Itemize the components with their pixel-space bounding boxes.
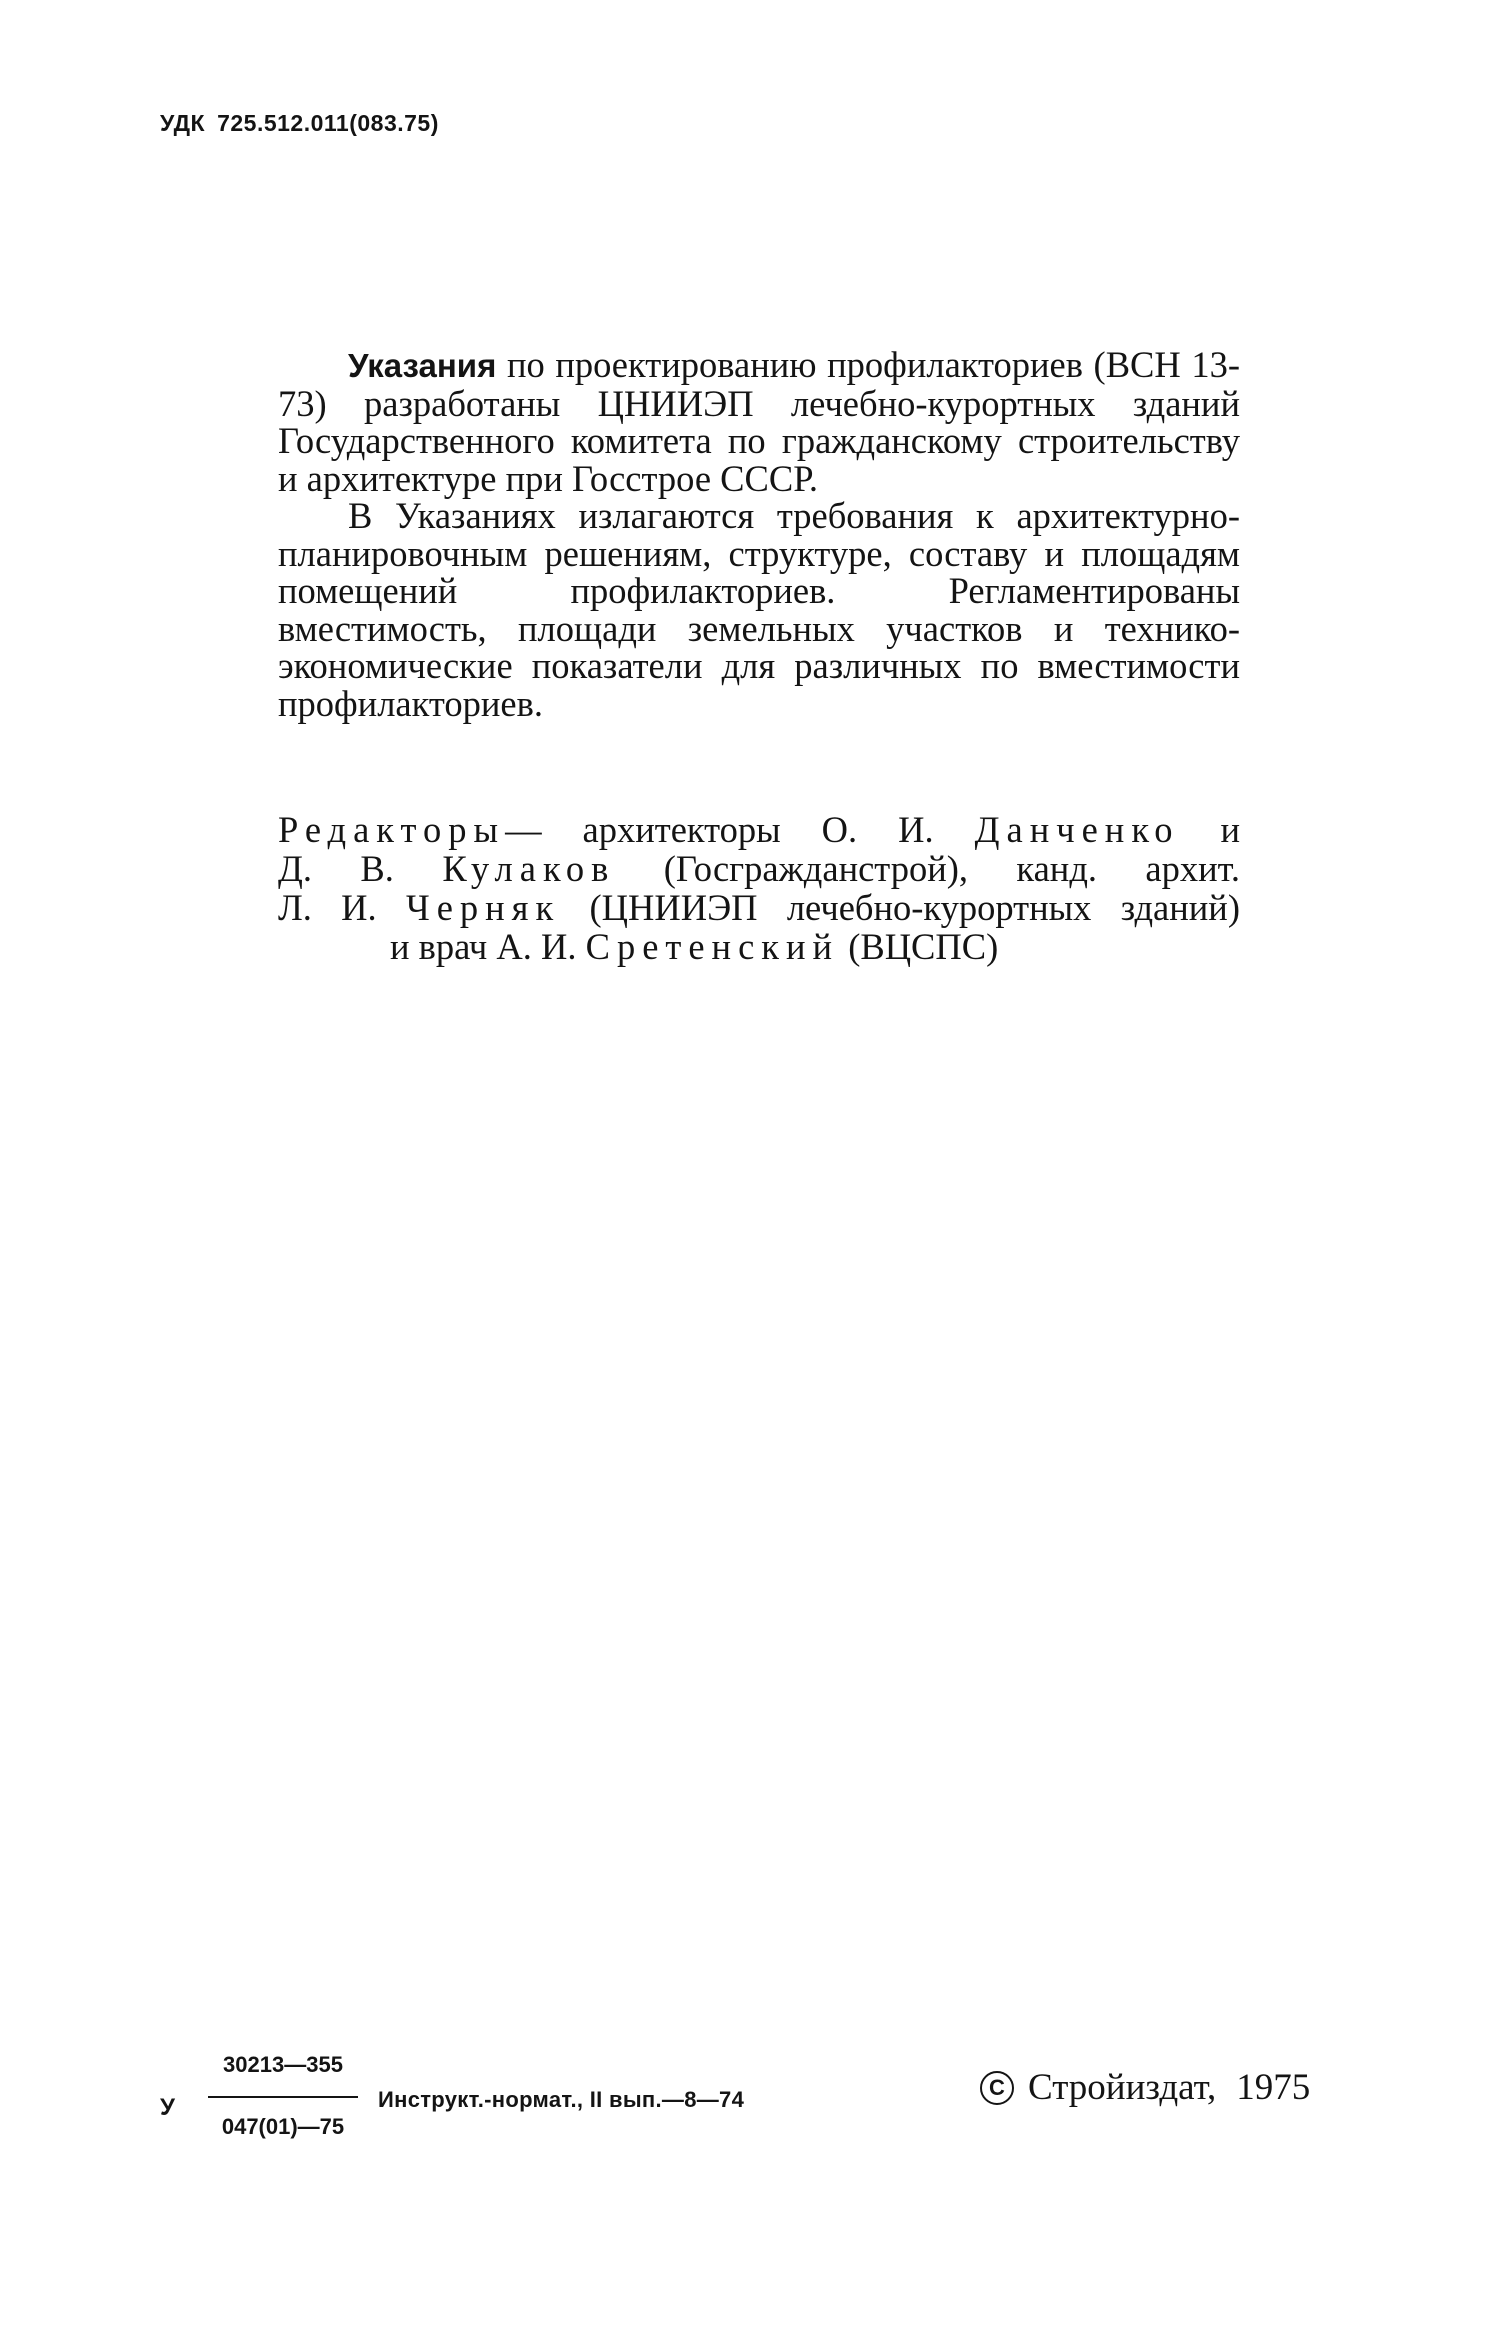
copyright-icon: C [980, 2071, 1014, 2105]
abstract-paragraph-1-text: по проектированию профилакториев (ВСН 13-73) разработаны ЦНИИЭП лечебно-курортных зданий Государственного комитета по гражданскому строительству и архитектуре при Госстрое СССР. [278, 344, 1241, 499]
editor-role-doctor: и врач А. И. [390, 926, 577, 967]
editor-affiliation-sretensky: (ВЦСПС) [848, 926, 999, 967]
editors-conjunction: и [1220, 809, 1240, 850]
editors-line-4 [278, 927, 1240, 966]
editors-line-3 [278, 888, 1240, 927]
udk-label: УДК [160, 110, 206, 136]
editor-name-danchenko: Данченко [974, 809, 1180, 850]
imprint-fraction [208, 2050, 358, 2142]
abstract-paragraph-1 [278, 346, 1240, 497]
abstract [278, 346, 1240, 722]
copyright-publisher: Стройиздат, [1028, 2067, 1217, 2108]
udk-code: 725.512.011(083.75) [217, 110, 439, 136]
abstract-paragraph-2: В Указаниях излагаются требования к архитектурно-планировочным решениям, структуре, составу и площадям помещений профилакториев. Регламентированы вместимость, площади земельных участков и технико-экономические показатели для различных по вместимости профилакториев. [278, 495, 1240, 724]
editors-block [278, 810, 1240, 966]
imprint-fraction-bar [208, 2096, 358, 2098]
editor-name-chernyak: Черняк [405, 887, 561, 928]
editor-initials-kulakov: Д. В. [278, 848, 394, 889]
editors-line-1 [278, 810, 1240, 849]
copyright-year: 1975 [1236, 2067, 1311, 2108]
imprint-numerator: 30213—355 [223, 2052, 343, 2077]
imprint-denominator: 047(01)—75 [221, 2114, 345, 2139]
editors-line-2 [278, 849, 1240, 888]
editor-name-kulakov: Кулаков [442, 848, 616, 889]
udk-classification [160, 110, 439, 137]
editor-affiliation-chernyak: (ЦНИИЭП лечебно-курортных зданий) [589, 887, 1240, 928]
copyright-line [980, 2066, 1310, 2109]
imprint-block [160, 2050, 860, 2170]
imprint-instruction: Инструкт.-нормат., II вып.—8—74 [378, 2087, 745, 2112]
editors-role: — архитекторы О. И. [505, 809, 934, 850]
imprint-letter: У [160, 2094, 175, 2121]
editor-initials-chernyak: Л. И. [278, 887, 377, 928]
editor-name-sretensky: Сретенский [585, 926, 840, 967]
abstract-lead-word: Указания [348, 347, 497, 384]
editor-affiliation-kulakov: (Госгражданстрой), канд. архит. [663, 848, 1240, 889]
editors-heading: Редакторы [278, 809, 506, 850]
